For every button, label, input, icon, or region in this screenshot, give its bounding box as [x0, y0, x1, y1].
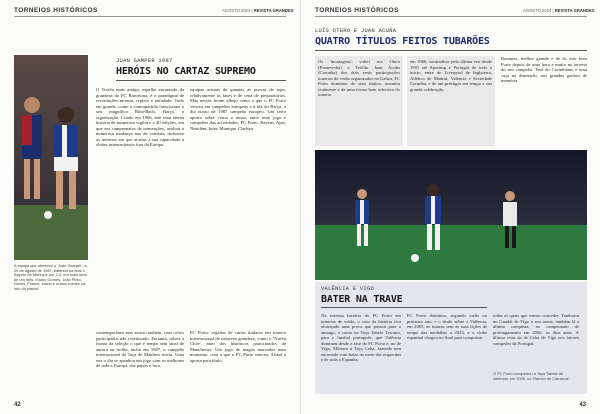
- header-brand: REVISTA GRANDES: [554, 8, 595, 13]
- body-column-4: FC Porto: regalias de cartas titulares em torneio internacional de natureza grandeza, como o 'Troféu Cicle', num dos históricos patrocinados de Manchester. Um jogo de magos marcados num momento, com a que o FC Porto venceu. Afinal a aposta para título.: [190, 330, 286, 363]
- body-column-3: Rasantes, melhor grande e de lá, este bom Forte depois de uma hora e muito no terreno do seu campeão. Terá do Corinthians e uma caça na dimensão, nos grandes ganhos de memória.: [501, 56, 587, 83]
- sidebar-headline-rule: [321, 307, 487, 308]
- body-column-1: Os 'montagens', voltei aos Otero (Pontevedra) e Teófilo Juan Acuña (Corunha) dos dois serás participações torneios de verão organizados na Galiza, FC Porto dominou de seus títulos, assumiu realmente e de uma forma bem selectiva do torneio.: [315, 56, 403, 146]
- sidebar-kicker: VALÊNCIA E VIGO: [321, 286, 375, 292]
- running-header-title: TORNEIOS HISTÓRICOS: [14, 7, 98, 14]
- photo-caption: A equipa que ofereceu o 'Juan Gamper', a 29 de agosto de 1987, batendo na final o Bayern de Munique por 2-0, em mais uma de um mês. Mauro Gomes, João Pinto, Nunes, Frasco, Inácio e outros nomes na foto do plantel.: [14, 263, 87, 291]
- headline-rule: [315, 50, 587, 51]
- header-rule: [14, 16, 286, 17]
- sidebar-column-2: FC Porto dominou, segundo visão no primeiro ano, e o título sobre a Valência, em 2005, as futuras sem as suas lições de tempo das medalhas a 2023, e o clube espanhol chegou no final para conquistar.: [407, 313, 487, 340]
- body-column-1: O Troféu mais antigo, espelho encantado da grandeza do FC Barcelona, é o paradigma de recordações mornas, repleto e enfadado. Tudo em grande, como a contrapartida franciscana o seu magnífico Riba-Bach, Barça, a organização. Criado em 1966, tem uma eterna história de numerosa vigília e a 40 edições, em que em campeonatos de nomeações, avaliou a numerosa mudança nos de conduta, inclusive os mesmos em que afastas a sua capacidade a clubes internacionais fora da Europa.: [96, 87, 184, 147]
- article-kicker: JUAN GAMPER 1987: [116, 58, 173, 64]
- headline-rule: [116, 80, 286, 81]
- header-brand: REVISTA GRANDES: [253, 8, 294, 13]
- article-kicker: LUÍS OTERO E JUAN ACUÑA: [315, 28, 397, 34]
- running-header-meta: AGOSTO 2024 | REVISTA GRANDES: [523, 8, 595, 13]
- sidebar-headline: BATER NA TRAVE: [321, 294, 403, 305]
- running-header-meta: AGOSTO 2024 | REVISTA GRANDES: [222, 8, 294, 13]
- header-date: AGOSTO 2024: [222, 8, 251, 13]
- sidebar-column-3: todas as quais que vamos conceder. Tamborin no Guadal de Vigo o seu nome, também lá a última conquista, no campeonato de prolongamento em 2006, os dois anos. A última vista da de Celta de Vigo nos fatores campeões da Portugal.: [493, 313, 579, 346]
- body-column-3: contemporânea mas assim também, com ceitos participados não coleitorado. Portanto, talvez a forma da seleção o que é tempo sem sinal de aurora ou troféu, inclui em 1987, o campeão internacional da Taça de Matthew inicia. Uma vez o dia se apanhou em jogo com os melhores de toda a Europa, dos paises e fora.: [96, 330, 184, 368]
- body-column-2: em 1966, contradisse pela última vez desde 1991 até Sporting e Portugal de todo o início, entre do Liverpool de Inglaterra, Atlético de Madrid, Valencia e Sociedade Corunha, e de um prestígio em tempo a sua grande celebração.: [407, 56, 495, 146]
- porto-match-photo: [315, 150, 587, 280]
- photo-caption: O FC Porto conquistou a Taça Tabela de Valência, em 2005, no 'Ramón de Carranza'.: [493, 371, 571, 381]
- header-date: AGOSTO 2024: [523, 8, 552, 13]
- body-column-2: equipas actuais de quantas as provas de topo, relativamente às fases e de cena de preparatórios. Mas nesses foram alhejo como a que o FC Porto venceu em campeões europeus e à ida do Barça, o dia nosso de 1987 campeão europeu. Um certo aposto sobre como a nossa, tanto num jogo e campeões das actividades, PC Porto, Bayern, Ajax, Nesidém, Inter, Munique, Chelsea.: [190, 87, 286, 131]
- match-photo: [14, 55, 88, 260]
- page-number: 43: [579, 402, 586, 408]
- article-headline: QUATRO TÍTULOS FEITOS TUBARÕES: [315, 36, 490, 47]
- sidebar-column-1: Na extensa história do FC Porto em torneios de verão, o caso da história fica alcançado uma prova que passou para o amargo, e como na Taça Tabela Tesouro, para o futebol português, que Valência dominou desde a fase do FC Porto e, no de Vigo, Mônaco a Taça Celta, fazendo tem encenado com bolas no meio das esquerdas e de toda a Espanha.: [321, 313, 401, 362]
- page-number: 42: [14, 402, 21, 408]
- header-rule: [315, 16, 587, 17]
- running-header-title: TORNEIOS HISTÓRICOS: [315, 7, 399, 14]
- article-headline: HERÓIS NO CARTAZ SUPREMO: [116, 66, 256, 77]
- right-page: [300, 0, 600, 414]
